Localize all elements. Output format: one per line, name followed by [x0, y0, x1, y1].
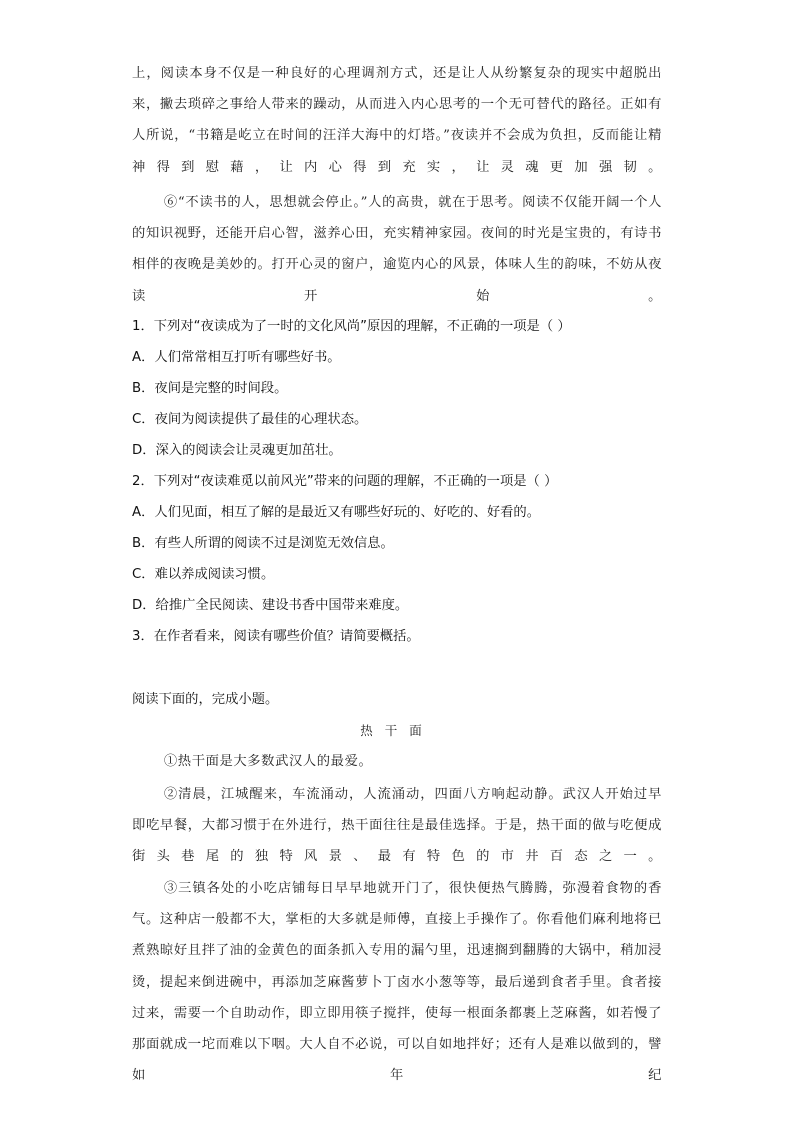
passage-paragraph-6: ⑥“不读书的人，思想就会停止。”人的高贵，就在于思考。阅读不仅能开阔一个人的知识视野，还能开启心智，滋养心田，充实精神家园。夜间的时光是宝贵的，有诗书相伴的夜晚是美妙的。打开心灵的窗户，逾览内心的风景，体味人生的韵味，不妨从夜读开始。 [132, 195, 662, 304]
question-2-option-a: A．人们见面，相互了解的是最近又有哪些好玩的、好吃的、好看的。 [132, 505, 541, 520]
question-2-option-d: D．给推广全民阅读、建设书香中国带来难度。 [132, 598, 409, 613]
question-2-option-b: B．有些人所谓的阅读不过是浏览无效信息。 [132, 536, 394, 551]
question-3-stem: 3．在作者看来，阅读有哪些价值？请简要概括。 [132, 629, 420, 644]
question-1-option-b: B．夜间是完整的时间段。 [132, 381, 288, 396]
question-2-option-c: C．难以养成阅读习惯。 [132, 567, 275, 582]
article-title: 热干面 [360, 723, 434, 738]
article-paragraph-3: ③三镇各处的小吃店铺每日早早地就开门了，很快便热气腾腾，弥漫着食物的香气。这种店一般都不大，掌柜的大多就是师傅，直接上手操作了。你看他们麻利地将已煮熟晾好且拌了油的金黄色的面条抓入专用的漏勺里，迅速搁到翻腾的大锅中，稍加浸烫，提起来倒进碗中，再添加芝麻酱萝卜丁卤水小葱等等，最后递到食者手里。食者接过来，需要一个自助动作，即立即用筷子搅拌，使每一根面条都裹上芝麻酱，如若慢了那面就成一坨而难以下咽。大人自不必说，可以自如地拌好；还有人是难以做到的，譬如年纪 [132, 881, 662, 1084]
question-1-option-c: C．夜间为阅读提供了最佳的心理状态。 [132, 412, 368, 427]
article-paragraph-1: ①热干面是大多数武汉人的最爱。 [163, 754, 373, 769]
question-2-stem: 2．下列对“夜读难觅以前风光”带来的问题的理解，不正确的一项是（ ） [132, 474, 558, 489]
question-1-option-d: D．深入的阅读会让灵魂更加茁壮。 [132, 443, 342, 458]
question-1-option-a: A．人们常常相互打听有哪些好书。 [132, 350, 341, 365]
question-1-stem: 1．下列对“夜读成为了一时的文化风尚”原因的理解，不正确的一项是（ ） [132, 319, 571, 334]
passage-paragraph-continued: 上，阅读本身不仅是一种良好的心理调剂方式，还是让人从纷繁复杂的现实中超脱出来，撇去琐碎之事给人带来的躁动，从而进入内心思考的一个无可替代的路径。正如有人所说，“书籍是屹立在时间的汪洋大海中的灯塔。”夜读并不会成为负担，反而能让精神得到慰藉，让内心得到充实，让灵魂更加强韧。 [132, 66, 662, 175]
article-paragraph-2: ②清晨，江城醒来，车流涌动，人流涌动，四面八方响起动静。武汉人开始过早即吃早餐，大都习惯于在外进行，热干面往往是最佳选择。于是，热干面的做与吃便成街头巷尾的独特风景、最有特色的市井百态之一。 [132, 787, 662, 865]
section-2-instruction: 阅读下面的，完成小题。 [132, 692, 279, 707]
